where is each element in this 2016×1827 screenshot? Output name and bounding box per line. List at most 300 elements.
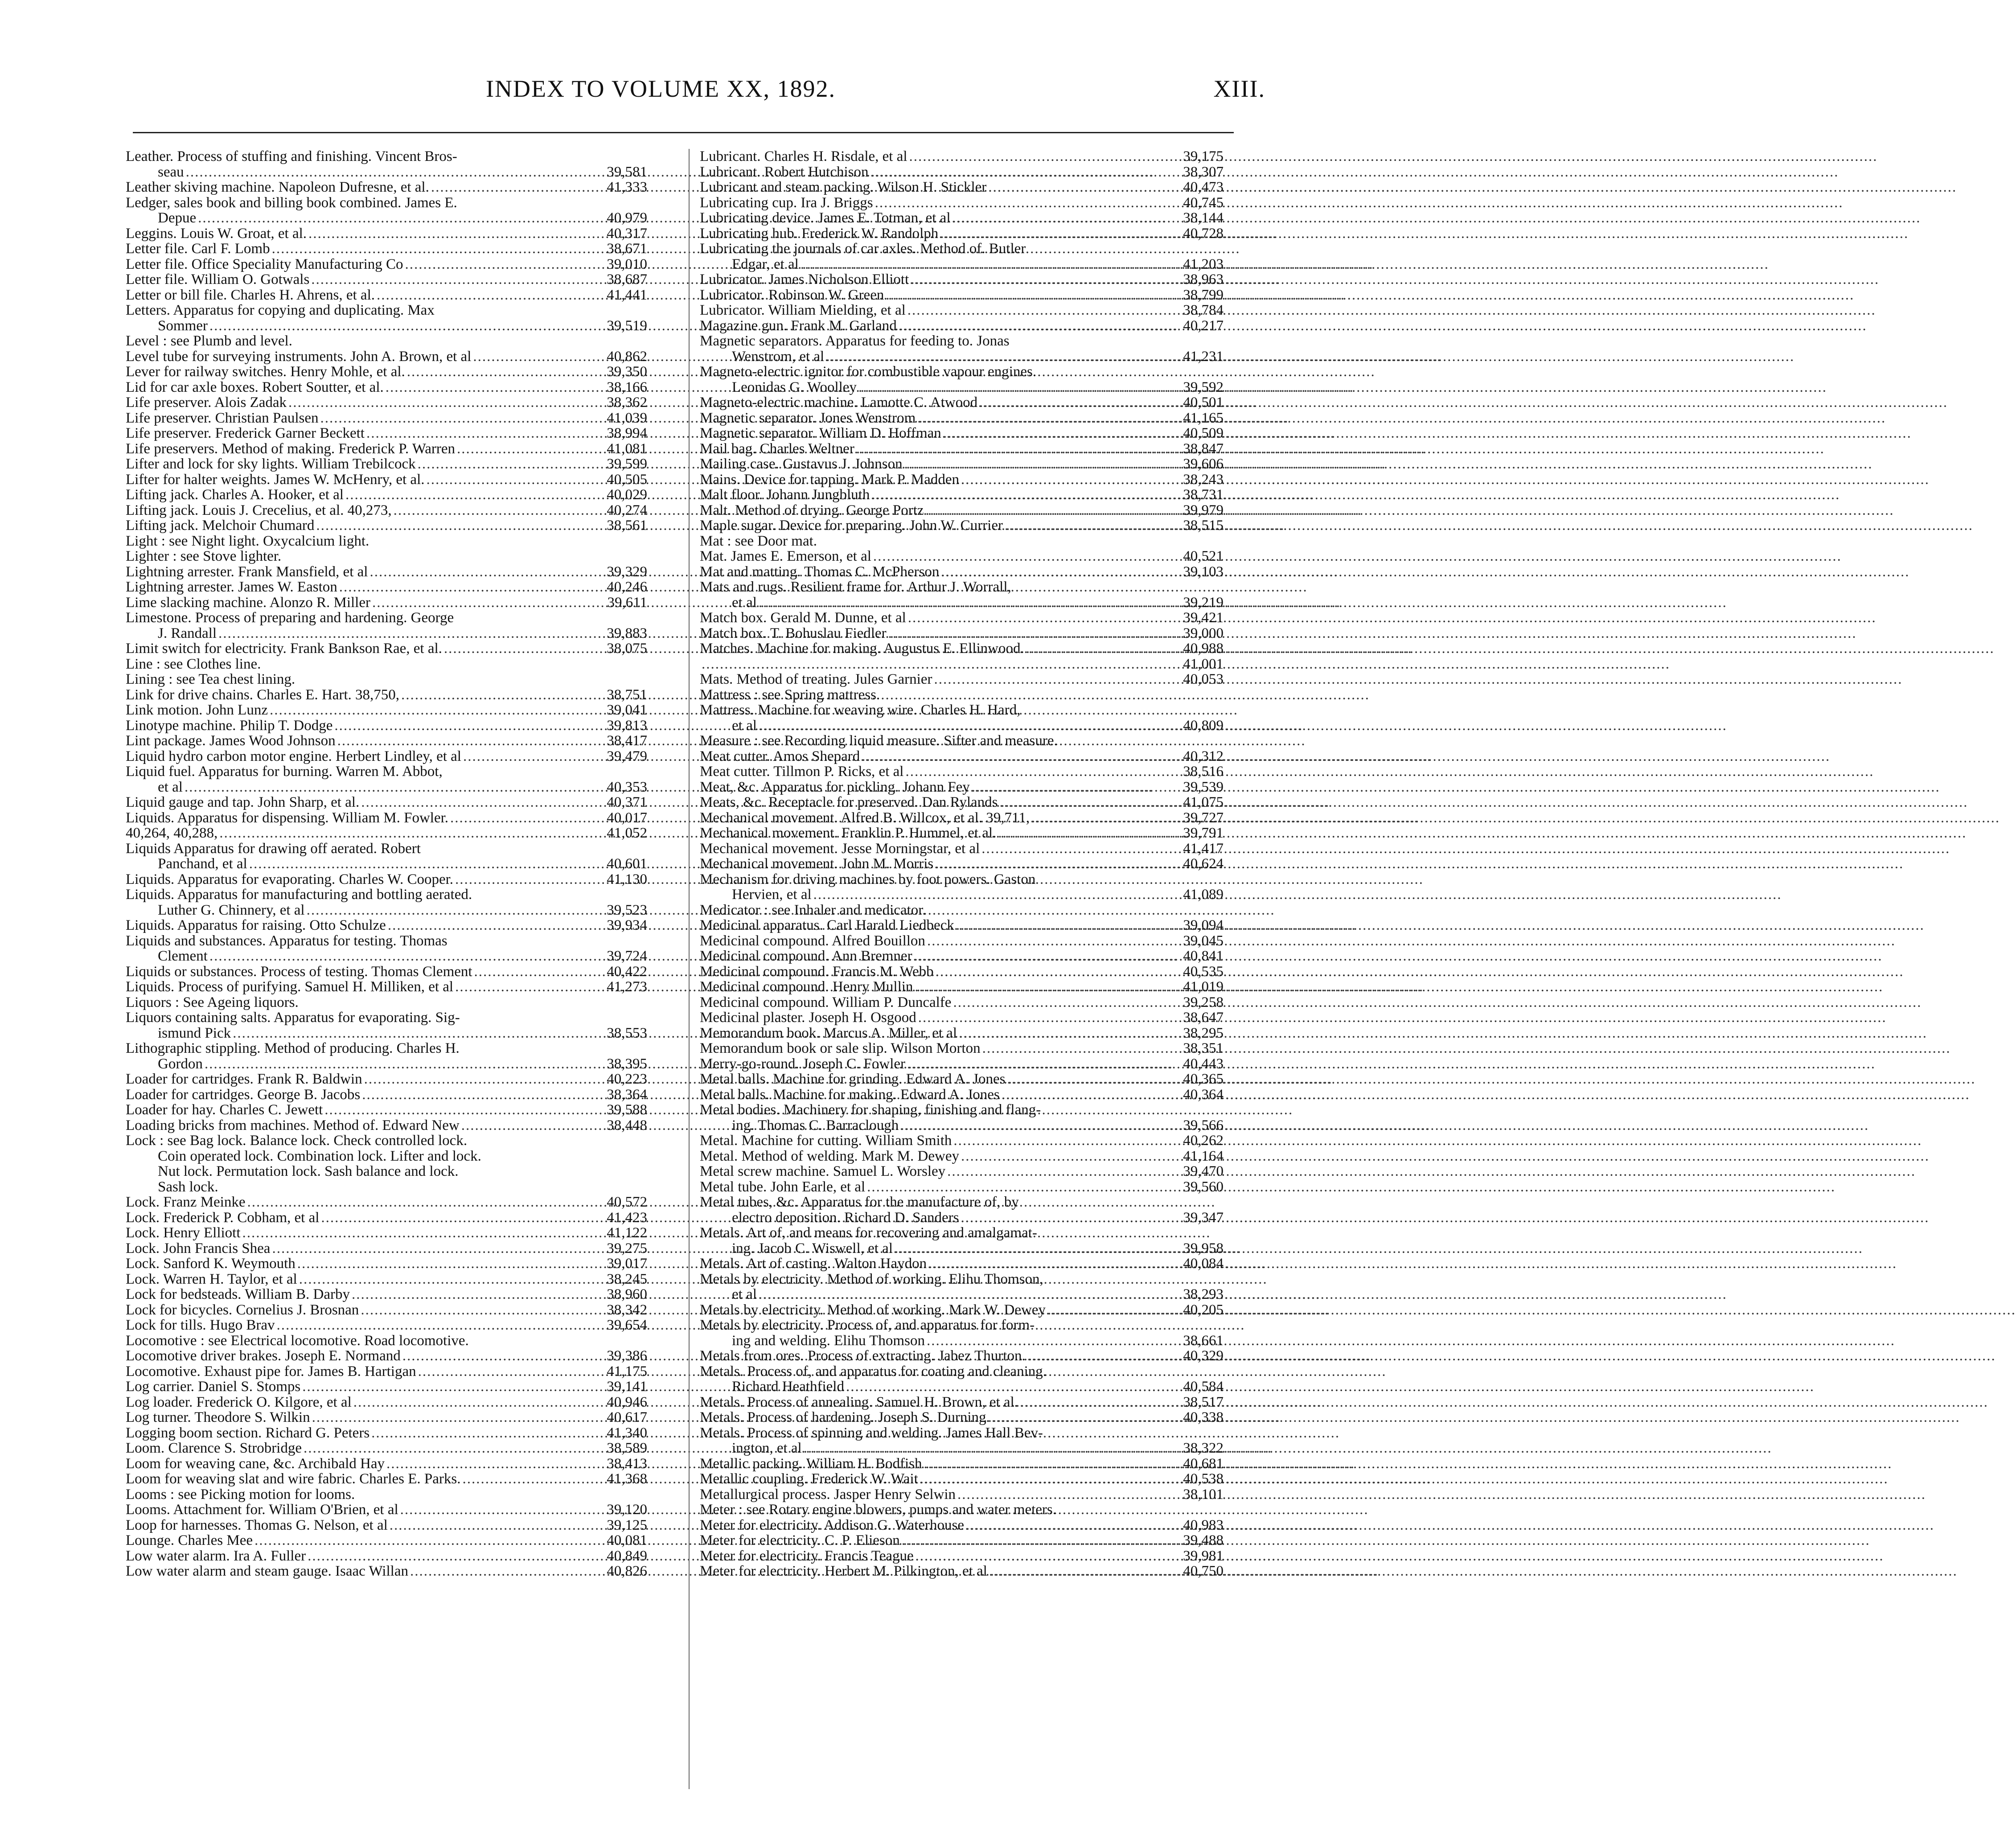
index-entry-text: Life preservers. Method of making. Frederick P. Warren [126, 440, 456, 457]
index-entry-text: Lime slacking machine. Alonzo R. Miller [126, 594, 370, 611]
leader-dots [972, 780, 1173, 795]
index-entry-line [126, 687, 647, 703]
index-entry-line [700, 226, 1224, 242]
patent-number: 40,217 [1183, 317, 1224, 334]
index-entry-text: Ledger, sales book and billing book combined. James E. [126, 194, 457, 211]
leader-dots [1020, 1395, 1173, 1410]
index-entry-line [700, 287, 1224, 303]
index-entry-text: 40,264, 40,288, [126, 825, 218, 841]
index-entry-text: Metals from ores. Process of extracting. Jabez Thurton. [700, 1348, 1026, 1364]
patent-number: 40,365 [1183, 1071, 1224, 1087]
patent-number: 41,130 [607, 871, 647, 887]
index-entry-line [700, 1564, 1224, 1579]
index-entry-line [126, 1133, 647, 1149]
leader-dots [858, 380, 1173, 395]
index-entry-line [126, 1548, 647, 1564]
index-entry-line [700, 1102, 1224, 1118]
index-entry-line [700, 641, 1224, 657]
index-entry-text: Metals. Art of, and means for recovering and amalgamat- [700, 1225, 1037, 1241]
index-entry-line [700, 1410, 1224, 1425]
index-entry-line [126, 657, 647, 672]
index-entry-line [700, 1133, 1224, 1149]
index-entry-text: Mechanism for driving machines by foot powers. Gaston [700, 871, 1036, 887]
index-entry-line [700, 1441, 1224, 1456]
index-entry-text: Lighter : see Stove lighter. [126, 548, 282, 564]
leader-dots [405, 257, 596, 272]
index-entry-line [126, 503, 647, 518]
patent-number: 40,535 [1183, 963, 1224, 980]
index-entry-text: Log turner. Theodore S. Wilkin [126, 1409, 310, 1425]
index-entry-text: Loader for cartridges. Frank R. Baldwin [126, 1071, 362, 1087]
index-entry [126, 1502, 647, 1518]
leader-dots [988, 180, 1173, 195]
index-entry [700, 672, 1224, 687]
patent-number: 40,246 [607, 579, 647, 595]
index-entry-line [700, 918, 1224, 933]
patent-number: 38,101 [1183, 1486, 1224, 1503]
leader-dots [353, 1395, 596, 1410]
index-entry [126, 349, 647, 365]
index-entry-line [700, 1225, 1224, 1241]
patent-number: 40,053 [1183, 671, 1224, 687]
index-entry [700, 702, 1224, 733]
index-entry-text: Liquids and substances. Apparatus for testing. Thomas [126, 932, 448, 949]
index-entry-line [700, 503, 1224, 518]
index-entry [700, 764, 1224, 780]
patent-number: 40,617 [607, 1409, 647, 1425]
index-entry-line [126, 764, 647, 780]
index-entry-text: Medicinal compound. William P. Duncalfe [700, 994, 952, 1010]
index-entry-line [126, 518, 647, 534]
index-entry [700, 1302, 1224, 1318]
index-entry [700, 733, 1224, 749]
index-entry-line [126, 195, 647, 211]
index-entry-line [126, 626, 647, 641]
index-entry-text: Liquid hydro carbon motor engine. Herbert Lindley, et al [126, 748, 461, 764]
leader-dots [920, 1471, 1173, 1487]
index-entry [700, 518, 1224, 534]
index-entry-line [700, 825, 1224, 841]
index-entry [126, 1395, 647, 1410]
index-entry-line [126, 948, 647, 964]
index-entry-text: Liquid gauge and tap. John Sharp, et al. [126, 794, 360, 810]
index-entry-line [700, 1395, 1224, 1410]
leader-dots [242, 1225, 596, 1241]
index-entry [700, 933, 1224, 949]
leader-dots [321, 1210, 596, 1226]
index-entry-text: Match box. Gerald M. Dunne, et al [700, 610, 906, 626]
index-entry-text: Metal. Machine for cutting. William Smith [700, 1133, 952, 1149]
index-entry [126, 333, 647, 349]
index-entry [126, 1348, 647, 1364]
leader-dots [982, 1041, 1173, 1056]
index-entry-text: Metallic packing. William H. Bodfish [700, 1455, 922, 1472]
leader-dots [218, 626, 596, 641]
patent-number: 40,988 [1183, 640, 1224, 657]
index-entry [700, 1102, 1224, 1133]
leader-dots [904, 456, 1173, 472]
index-entry-text: Metal tube. John Earle, et al [700, 1178, 866, 1195]
index-entry [126, 472, 647, 488]
leader-dots [759, 1287, 1173, 1302]
index-entry [126, 1379, 647, 1395]
patent-number: 40,849 [607, 1548, 647, 1564]
leader-dots [895, 1241, 1173, 1256]
index-entry [126, 995, 647, 1010]
index-entry-text: Lubricator. William Mielding, et al [700, 302, 906, 318]
patent-number: 40,946 [607, 1394, 647, 1410]
index-entry [700, 626, 1224, 641]
index-entry-text: Medicinal plaster. Joseph H. Osgood [700, 1010, 916, 1026]
leader-dots [401, 687, 596, 703]
patent-number: 38,144 [1183, 210, 1224, 226]
index-entry [126, 257, 647, 272]
leader-dots [907, 1056, 1173, 1072]
index-entry-text: Metallurgical process. Jasper Henry Selwin [700, 1486, 956, 1503]
leader-dots [1000, 795, 1173, 810]
index-entry-line [126, 825, 647, 841]
patent-number: 39,592 [1183, 379, 1224, 395]
patent-number: 40,572 [607, 1194, 647, 1210]
leader-dots [907, 303, 1173, 318]
patent-number: 39,611 [607, 594, 647, 611]
patent-number: 40,601 [607, 856, 647, 872]
leader-dots [247, 1195, 597, 1210]
index-entry [700, 195, 1224, 211]
index-entry-line [700, 564, 1224, 580]
index-entry [700, 318, 1224, 334]
index-entry-text: Metals. Process of, and apparatus for coating and cleaning. [700, 1363, 1047, 1379]
leader-dots [981, 841, 1173, 857]
leader-dots [457, 441, 596, 457]
patent-number: 38,751 [607, 686, 647, 703]
leader-dots [205, 1056, 596, 1072]
patent-number: 40,317 [607, 225, 647, 242]
patent-number: 38,364 [607, 1086, 647, 1103]
index-entry [700, 810, 1224, 826]
index-entry [126, 226, 647, 242]
index-entry-text: Lubricant. Robert Hutchison [700, 164, 869, 180]
patent-number: 41,081 [607, 440, 647, 457]
index-entry-text: ington, et al [732, 1440, 802, 1456]
patent-number: 40,745 [1183, 194, 1224, 211]
index-entry-line [126, 441, 647, 457]
index-entry-line [700, 856, 1224, 872]
index-entry-text: Depue [158, 210, 197, 226]
index-entry [126, 1225, 647, 1241]
index-entry [126, 564, 647, 580]
index-entry [126, 657, 647, 672]
patent-number: 40,364 [1183, 1086, 1224, 1103]
patent-number: 39,727 [1183, 809, 1224, 826]
index-entry [126, 1318, 647, 1333]
index-entry [700, 1133, 1224, 1149]
index-entry-line [126, 1487, 647, 1503]
index-entry [126, 1548, 647, 1564]
leader-dots [337, 733, 596, 749]
index-entry-text: Meter for electricity. Addison G. Waterhouse [700, 1517, 965, 1533]
index-entry-line [126, 1072, 647, 1087]
index-entry-line [700, 333, 1224, 349]
index-entry-text: Lock for bicycles. Cornelius J. Brosnan [126, 1301, 359, 1318]
patent-number: 41,441 [607, 287, 647, 303]
index-entry-text: seau [158, 164, 184, 180]
index-entry-text: Lever for railway switches. Henry Mohle, et al. [126, 364, 405, 380]
leader-dots [394, 503, 596, 518]
index-entry-line [700, 487, 1224, 503]
index-entry-line [700, 180, 1224, 195]
patent-number: 38,075 [607, 640, 647, 657]
leader-dots [233, 1026, 596, 1041]
index-entry-line [700, 1287, 1224, 1302]
index-entry-text: Lock for bedsteads. William B. Darby [126, 1286, 350, 1302]
index-entry [126, 687, 647, 703]
leader-dots [875, 195, 1173, 211]
leader-dots [908, 610, 1173, 626]
leader-dots [1047, 1302, 1173, 1318]
patent-number: 39,581 [607, 164, 647, 180]
index-entry-text: Hervien, et al [732, 887, 812, 903]
index-entry [126, 749, 647, 764]
index-entry-line [126, 995, 647, 1010]
patent-number: 40,443 [1183, 1055, 1224, 1072]
leader-dots [862, 749, 1173, 764]
index-entry-line [700, 795, 1224, 810]
leader-dots [324, 1102, 596, 1118]
index-entry-line [126, 1364, 647, 1379]
index-entry-text: Mechanical movement. John M. Morris [700, 856, 934, 872]
index-entry-line [700, 426, 1224, 441]
index-entry-text: Metal balls. Machine for making. Edward A. Jones [700, 1086, 1000, 1103]
index-entry-text: Mats and rugs. Resilient frame for. Arthur J. Worrall, [700, 579, 1011, 595]
leader-dots [916, 1548, 1173, 1564]
index-entry [126, 195, 647, 226]
leader-dots [270, 702, 596, 718]
index-entry-line [700, 1072, 1224, 1087]
index-entry-line [126, 1010, 647, 1026]
index-entry-text: Locomotive. Exhaust pipe for. James B. Hartigan [126, 1363, 416, 1379]
index-entry-line [126, 1441, 647, 1456]
index-entry-line [700, 687, 1224, 703]
leader-dots [953, 995, 1173, 1010]
left-index-column [126, 149, 647, 1579]
patent-number: 40,371 [607, 794, 647, 810]
index-entry-line [126, 702, 647, 718]
patent-number: 38,799 [1183, 287, 1224, 303]
index-entry [700, 1364, 1224, 1395]
index-entry-line [126, 1149, 647, 1164]
leader-dots [900, 1118, 1173, 1133]
index-entry-text: Lining : see Tea chest lining. [126, 671, 296, 687]
index-entry [126, 1518, 647, 1533]
leader-dots [209, 318, 596, 334]
index-entry [700, 918, 1224, 933]
index-entry [700, 1026, 1224, 1041]
index-entry [126, 1302, 647, 1318]
leader-dots [961, 472, 1173, 488]
index-entry [700, 579, 1224, 610]
index-entry-text: Mains. Device for tapping. Mark P. Madden [700, 471, 959, 488]
patent-number: 39,258 [1183, 994, 1224, 1010]
index-entry [700, 1456, 1224, 1472]
leader-dots [911, 272, 1173, 287]
index-entry-text: Mattress. Machine for weaving wire. Charles H. Hard, [700, 702, 1021, 718]
index-entry [700, 1179, 1224, 1195]
index-entry [126, 702, 647, 718]
index-entry-text: Measure : see Recording liquid measure. Sifter and measure. [700, 733, 1058, 749]
leader-dots [427, 472, 597, 488]
index-entry-text: Lubricant and steam packing. Wilson H. Stickler [700, 179, 987, 195]
index-entry-text: Luther G. Chinnery, et al [158, 902, 305, 918]
index-entry-text: et al [732, 1286, 757, 1302]
patent-number: 40,728 [1183, 225, 1224, 242]
patent-number: 41,165 [1183, 410, 1224, 426]
index-entry-text: Link for drive chains. Charles E. Hart. 38,750, [126, 686, 400, 703]
leader-dots [402, 1348, 596, 1364]
leader-dots [219, 825, 596, 841]
leader-dots [320, 411, 596, 426]
index-entry-text: Magnetic separators. Apparatus for feeding to. Jonas [700, 333, 1010, 349]
index-entry-line [700, 595, 1224, 611]
index-entry-line [700, 733, 1224, 749]
index-entry [700, 426, 1224, 441]
index-entry-text: Lint package. James Wood Johnson [126, 733, 336, 749]
index-entry-text: Medicator : see Inhaler and medicator. [700, 902, 926, 918]
patent-number: 39,654 [607, 1317, 647, 1333]
index-entry-line [126, 1518, 647, 1533]
leader-dots [918, 1010, 1173, 1026]
index-entry-line [700, 318, 1224, 334]
index-entry-text: Metal balls. Machine for grinding. Edward A. Jones [700, 1071, 1006, 1087]
patent-number: 40,826 [607, 1563, 647, 1579]
leader-dots [936, 964, 1173, 980]
leader-dots [308, 226, 596, 242]
patent-number: 39,599 [607, 456, 647, 472]
index-entry-line [700, 995, 1224, 1010]
index-entry-text: ing and welding. Elihu Thomson [732, 1332, 925, 1349]
leader-dots [826, 349, 1173, 365]
patent-number: 39,560 [1183, 1178, 1224, 1195]
index-entry-text: Liquids. Apparatus for dispensing. William M. Fowler. [126, 809, 449, 826]
index-entry-text: Lubricating cup. Ira J. Briggs [700, 194, 873, 211]
index-entry [700, 749, 1224, 764]
index-entry-line [126, 749, 647, 764]
patent-number: 41,273 [607, 979, 647, 995]
index-entry [700, 272, 1224, 287]
index-entry-text: Liquids. Apparatus for evaporating. Charles W. Cooper. [126, 871, 454, 887]
leader-dots [474, 964, 596, 980]
index-entry-line [126, 1026, 647, 1041]
leader-dots [943, 426, 1173, 441]
index-entry [700, 1395, 1224, 1410]
leader-dots [927, 1333, 1173, 1349]
index-entry-line [126, 303, 647, 318]
leader-dots [856, 441, 1173, 457]
index-entry-text: Metal. Method of welding. Mark M. Dewey [700, 1148, 959, 1164]
leader-dots [311, 272, 596, 287]
index-entry-line [700, 1548, 1224, 1564]
index-entry-line [126, 1502, 647, 1518]
index-entry [126, 487, 647, 503]
index-entry [126, 1210, 647, 1226]
patent-number: 40,521 [1183, 548, 1224, 564]
index-entry-line [126, 1056, 647, 1072]
patent-number: 38,243 [1183, 471, 1224, 488]
index-entry [700, 1256, 1224, 1272]
index-entry-line [700, 672, 1224, 687]
leader-dots [917, 411, 1173, 426]
patent-number: 38,515 [1183, 517, 1224, 534]
index-entry-line [126, 1318, 647, 1333]
leader-dots [410, 1564, 596, 1579]
index-entry [126, 810, 647, 826]
leader-dots [759, 718, 1173, 734]
index-entry [126, 1010, 647, 1041]
index-entry-text: Mechanical movement. Alfred B. Willcox, et al. 39,711, [700, 809, 1030, 826]
index-entry-text: Medicinal compound. Francis M. Webb [700, 963, 934, 980]
leader-dots [345, 487, 596, 503]
index-entry [126, 1241, 647, 1256]
index-entry [700, 825, 1224, 841]
index-entry-text: Panchand, et al [158, 856, 247, 872]
index-entry-text: Meter for electricity. Herbert M. Pilkington, et al [700, 1563, 987, 1579]
index-entry [126, 456, 647, 472]
leader-dots [272, 1241, 596, 1256]
index-entry-text: J. Randall [158, 625, 217, 641]
patent-number: 38,671 [607, 241, 647, 257]
index-entry-text: Medicinal apparatus. Carl Harald Liedbeck [700, 917, 954, 933]
index-entry [700, 1087, 1224, 1103]
index-entry [126, 1441, 647, 1456]
index-entry-line [126, 1425, 647, 1441]
patent-number: 39,386 [607, 1348, 647, 1364]
index-entry-line [126, 1379, 647, 1395]
leader-dots [255, 1533, 596, 1548]
index-entry [700, 180, 1224, 195]
index-entry [700, 657, 1224, 672]
index-entry [126, 610, 647, 641]
index-entry-text: Liquids Apparatus for drawing off aerated. Robert [126, 840, 421, 857]
leader-dots [905, 764, 1173, 780]
patent-number: 41,203 [1183, 256, 1224, 272]
leader-dots [277, 1318, 596, 1333]
patent-number: 41,423 [607, 1209, 647, 1226]
patent-number: 38,322 [1183, 1440, 1224, 1456]
index-entry [126, 718, 647, 734]
patent-number: 40,422 [607, 963, 647, 980]
index-entry-line [700, 1149, 1224, 1164]
leader-dots [801, 257, 1173, 272]
leader-dots [926, 503, 1173, 518]
index-entry [126, 1425, 647, 1441]
index-entry-text: Memorandum book. Marcus A. Miller, et al [700, 1025, 957, 1041]
index-entry-line [126, 1102, 647, 1118]
index-entry-text: Loader for cartridges. George B. Jacobs [126, 1086, 361, 1103]
index-entry-text: Life preserver. Alois Zadak [126, 394, 287, 411]
index-entry [126, 1410, 647, 1425]
leader-dots [902, 1533, 1173, 1548]
patent-number: 41,019 [1183, 979, 1224, 995]
index-entry-line [126, 1256, 647, 1272]
index-entry-line [700, 1348, 1224, 1364]
leader-dots [386, 1456, 596, 1472]
patent-number: 38,960 [607, 1286, 647, 1302]
index-entry [126, 303, 647, 333]
index-entry-line [126, 549, 647, 564]
index-entry-text: Loom for weaving cane, &c. Archibald Hay [126, 1455, 385, 1472]
leader-dots [185, 780, 596, 795]
index-entry-text: Sash lock. [158, 1178, 218, 1195]
